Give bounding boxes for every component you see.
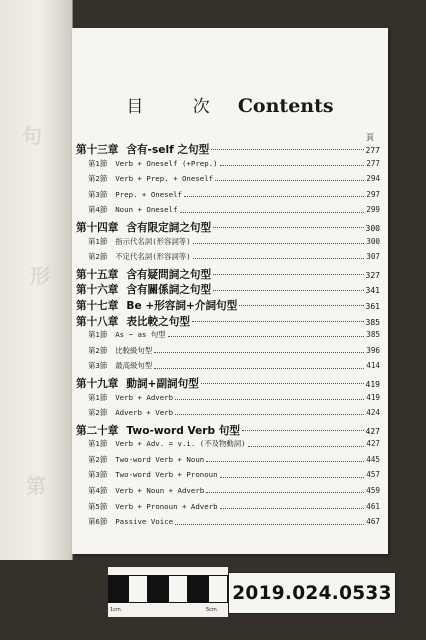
chapter-title: Be +形容詞+介詞句型 xyxy=(126,299,238,312)
dot-leader xyxy=(239,305,363,306)
dot-leader xyxy=(213,290,363,291)
page-number: 307 xyxy=(366,252,380,262)
show-through-text: 句 xyxy=(22,124,42,148)
chapter-row xyxy=(76,376,380,392)
section-row xyxy=(76,251,380,267)
section-number: 第6節 xyxy=(88,517,108,527)
dot-leader xyxy=(242,430,364,431)
title-chinese: 目 次 xyxy=(126,97,232,117)
section-title: Adverb + Verb xyxy=(115,408,174,418)
section-row xyxy=(76,392,380,408)
page-number: 396 xyxy=(366,345,380,355)
page-number: 467 xyxy=(366,517,380,527)
section-title: Verb + Adverb xyxy=(115,392,174,402)
section-title: Verb + Oneself (+Prep.) xyxy=(115,158,218,168)
page-title xyxy=(72,92,388,117)
section-title: Prep. + Oneself xyxy=(115,189,182,199)
dot-leader xyxy=(175,524,364,525)
chapter-number: 第十五章 xyxy=(76,268,119,281)
page-number: 277 xyxy=(366,158,380,168)
chapter-title: 含有疑問詞之句型 xyxy=(126,268,212,281)
chapter-number: 第十九章 xyxy=(76,377,119,390)
chapter-title: 動詞+副詞句型 xyxy=(126,377,199,390)
chapter-row xyxy=(76,298,380,314)
dot-leader xyxy=(220,508,365,509)
page-number: 341 xyxy=(365,286,380,296)
section-row xyxy=(76,204,380,220)
section-row xyxy=(76,485,380,501)
section-title: Verb + Prep. + Oneself xyxy=(115,174,214,184)
page-number: 327 xyxy=(365,270,380,280)
dot-leader xyxy=(201,383,364,384)
chapter-number: 第十四章 xyxy=(76,221,119,234)
page-number: 427 xyxy=(366,439,380,449)
title-english: Contents xyxy=(237,95,334,117)
page-number: 297 xyxy=(366,189,380,199)
scale-label-left: 1cm xyxy=(110,607,121,613)
chapter-row xyxy=(76,423,380,439)
section-number: 第1節 xyxy=(88,439,108,449)
section-number: 第2節 xyxy=(88,252,108,262)
dot-leader xyxy=(184,196,364,197)
section-title: 指示代名詞(形容詞等) xyxy=(115,236,191,246)
section-number: 第4節 xyxy=(88,205,108,215)
page-number: 385 xyxy=(365,317,380,327)
dot-leader xyxy=(211,149,363,150)
section-row xyxy=(76,454,380,470)
section-number: 第3節 xyxy=(88,189,108,199)
dot-leader xyxy=(213,227,363,228)
section-number: 第2節 xyxy=(88,174,108,184)
section-row xyxy=(76,407,380,423)
section-title: Noun + Oneself xyxy=(115,205,178,215)
section-row xyxy=(76,516,380,532)
section-title: Passive Voice xyxy=(115,517,174,527)
section-title: 最高級句型 xyxy=(115,361,153,371)
dot-leader xyxy=(154,368,364,369)
page-number: 419 xyxy=(366,392,380,402)
scale-cell xyxy=(148,575,168,603)
page-number: 424 xyxy=(366,408,380,418)
page-number: 299 xyxy=(366,205,380,215)
book-page xyxy=(72,28,388,554)
chapter-number: 第十八章 xyxy=(76,315,119,328)
section-title: Verb + Pronoun + Adverb xyxy=(115,501,218,511)
page-column-label: 頁 xyxy=(366,133,374,142)
dot-leader xyxy=(192,321,364,322)
dot-leader xyxy=(168,336,365,337)
show-through-text: 形 xyxy=(30,264,50,288)
section-title: 比較級句型 xyxy=(115,345,153,355)
section-row xyxy=(76,329,380,345)
chapter-row xyxy=(76,282,380,298)
page-number: 419 xyxy=(365,379,380,389)
section-number: 第1節 xyxy=(88,236,108,246)
chapter-row xyxy=(76,142,380,158)
scale-cell xyxy=(188,575,208,603)
page-number: 461 xyxy=(366,501,380,511)
dot-leader xyxy=(180,212,365,213)
section-row xyxy=(76,189,380,205)
page-number: 300 xyxy=(365,223,380,233)
dot-leader xyxy=(215,180,364,181)
section-number: 第5節 xyxy=(88,501,108,511)
dot-leader xyxy=(248,446,365,447)
chapter-title: 含有-self 之句型 xyxy=(126,144,210,156)
section-row xyxy=(76,236,380,252)
chapter-title: 表比較之句型 xyxy=(126,315,190,328)
page-number: 300 xyxy=(366,236,380,246)
section-number: 第2節 xyxy=(88,408,108,418)
section-number: 第2節 xyxy=(88,345,108,355)
section-row xyxy=(76,173,380,189)
table-of-contents xyxy=(76,142,380,532)
section-row xyxy=(76,158,380,174)
page-number: 445 xyxy=(366,454,380,464)
dot-leader xyxy=(175,414,364,415)
scale-cell xyxy=(128,575,148,603)
section-number: 第3節 xyxy=(88,470,108,480)
page-number: 294 xyxy=(366,174,380,184)
section-number: 第1節 xyxy=(88,330,108,340)
dot-leader xyxy=(193,243,365,244)
dot-leader xyxy=(206,461,364,462)
page-number: 459 xyxy=(366,486,380,496)
page-number: 277 xyxy=(365,146,380,155)
chapter-number: 第十七章 xyxy=(76,299,119,312)
chapter-row xyxy=(76,267,380,283)
scale-cell xyxy=(108,575,128,603)
section-title: Two-word Verb + Noun xyxy=(115,454,205,464)
section-number: 第1節 xyxy=(88,158,108,168)
chapter-row xyxy=(76,220,380,236)
scale-cell xyxy=(208,575,228,603)
page-number: 427 xyxy=(365,426,380,436)
section-title: Two-word Verb + Pronoun xyxy=(115,470,218,480)
dot-leader xyxy=(220,165,365,166)
dot-leader xyxy=(206,492,364,493)
section-title: 不定代名詞(形容詞等) xyxy=(115,252,191,262)
scale-cell xyxy=(168,575,188,603)
chapter-row xyxy=(76,314,380,330)
left-page xyxy=(0,0,73,560)
page-number: 385 xyxy=(366,330,380,340)
section-row xyxy=(76,469,380,485)
section-title: Verb + Noun + Adverb xyxy=(115,486,205,496)
section-title: Verb + Adv. = v.i. (不及物動詞) xyxy=(115,439,246,449)
section-number: 第4節 xyxy=(88,486,108,496)
section-title: As ~ as 句型 xyxy=(115,330,166,340)
dot-leader xyxy=(175,399,364,400)
catalog-id: 2019.024.0533 xyxy=(232,582,392,604)
dot-leader xyxy=(220,477,365,478)
section-number: 第3節 xyxy=(88,361,108,371)
page-number: 414 xyxy=(366,361,380,371)
chapter-number: 第二十章 xyxy=(76,424,119,437)
chapter-title: 含有關係詞之句型 xyxy=(126,284,212,297)
scale-label-right: 5cm xyxy=(206,607,217,613)
section-row xyxy=(76,360,380,376)
dot-leader xyxy=(154,352,364,353)
chapter-title: 含有限定詞之句型 xyxy=(126,221,212,234)
dot-leader xyxy=(213,274,363,275)
dot-leader xyxy=(193,258,365,259)
chapter-number: 第十三章 xyxy=(76,144,119,156)
section-number: 第2節 xyxy=(88,454,108,464)
section-row xyxy=(76,438,380,454)
color-scale-strip xyxy=(108,567,228,617)
chapter-number: 第十六章 xyxy=(76,284,119,297)
page-number: 457 xyxy=(366,470,380,480)
section-number: 第1節 xyxy=(88,392,108,402)
section-row xyxy=(76,345,380,361)
section-row xyxy=(76,501,380,517)
chapter-title: Two-word Verb 句型 xyxy=(126,424,240,437)
show-through-text: 第 xyxy=(26,474,46,498)
page-number: 361 xyxy=(365,301,380,311)
catalog-id-label xyxy=(228,572,396,614)
